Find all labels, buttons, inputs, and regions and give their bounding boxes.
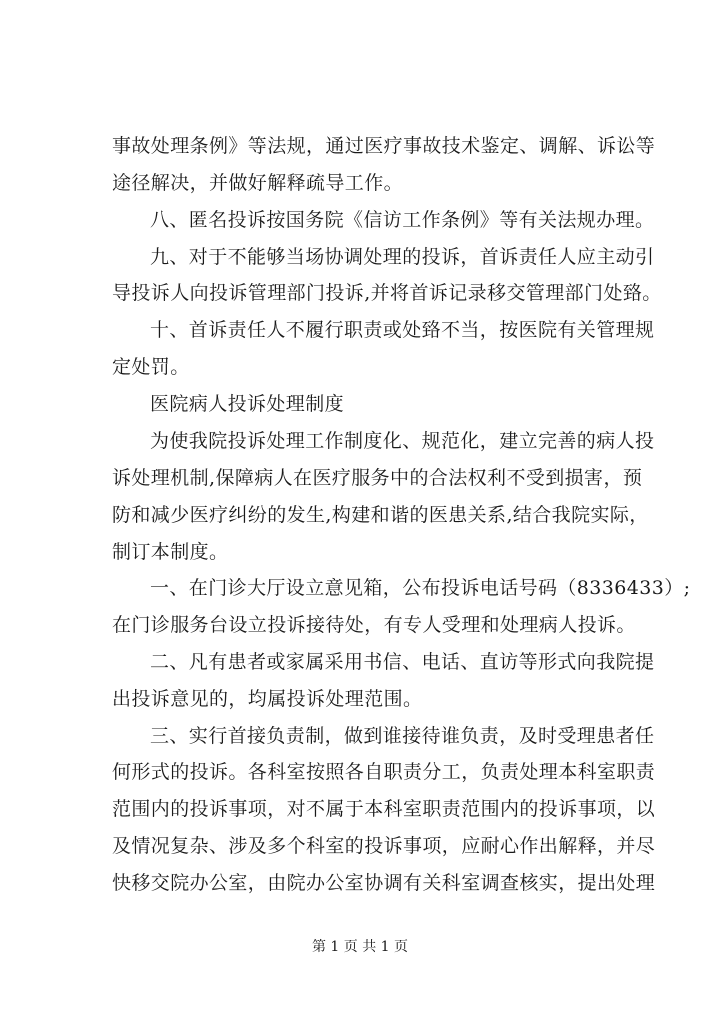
text-line: 范围内的投诉事项，对不属于本科室职责范围内的投诉事项，以	[112, 798, 656, 820]
text-line: 八、匿名投诉按国务院《信访工作条例》等有关法规办理。	[150, 209, 655, 231]
text-line: 一、在门诊大厅设立意见箱，公布投诉电话号码（8336433）;	[150, 577, 691, 599]
text-line: 快移交院办公室，由院办公室协调有关科室调查核实，提出处理	[112, 872, 656, 894]
text-line: 二、凡有患者或家属采用书信、电话、直访等形式向我院提	[150, 651, 655, 673]
text-line: 制订本制度。	[112, 541, 229, 563]
text-line: 事故处理条例》等法规，通过医疗事故技术鉴定、调解、诉讼等	[112, 135, 656, 157]
text-line: 定处罚。	[112, 356, 190, 378]
text-line: 为使我院投诉处理工作制度化、规范化，建立完善的病人投	[150, 430, 655, 452]
text-line: 出投诉意见的，均属投诉处理范围。	[112, 688, 423, 710]
section-title: 医院病人投诉处理制度	[150, 393, 345, 415]
text-line: 诉处理机制,保障病人在医疗服务中的合法权利不受到损害，预	[112, 467, 643, 489]
text-line: 途径解决，并做好解释疏导工作。	[112, 172, 404, 194]
page-footer: 第 1 页 共 1 页	[311, 939, 409, 955]
text-line: 十、首诉责任人不履行职责或处臵不当，按医院有关管理规	[150, 319, 655, 341]
text-line: 何形式的投诉。各科室按照各自职责分工，负责处理本科室职责	[112, 761, 656, 783]
text-line: 在门诊服务台设立投诉接待处，有专人受理和处理病人投诉。	[112, 614, 636, 636]
text-line: 三、实行首接负责制，做到谁接待谁负责，及时受理患者任	[150, 725, 655, 747]
text-line: 及情况复杂、涉及多个科室的投诉事项，应耐心作出解释，并尽	[112, 835, 656, 857]
text-line: 九、对于不能够当场协调处理的投诉，首诉责任人应主动引	[150, 246, 655, 268]
text-line: 导投诉人向投诉管理部门投诉,并将首诉记录移交管理部门处臵。	[112, 282, 662, 304]
text-line: 防和减少医疗纠纷的发生,构建和谐的医患关系,结合我院实际，	[112, 504, 649, 526]
